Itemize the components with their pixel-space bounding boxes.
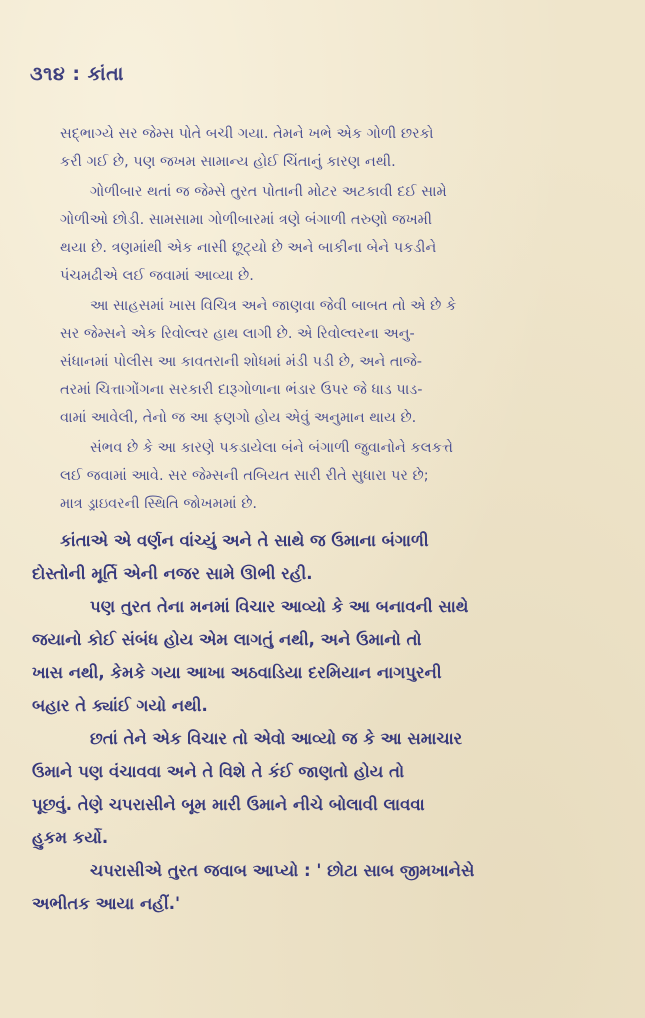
text-line: જયાનો કોઈ સંબંધ હોય એમ લાગતું નથી, અને ઉમાનો તો	[32, 630, 422, 649]
text-line: સંભવ છે કે આ કારણે પકડાયેલા બંને બંગાળી જુવાનોને કલકત્તે	[90, 440, 453, 456]
page-header: ૩૧૪ : કાંતા	[30, 63, 124, 85]
text-line: કાંતાએ એ વર્ણન વાંચ્યું અને તે સાથે જ ઉમાના બંગાળી	[60, 531, 429, 550]
text-line: પંચમઢીએ લઈ જવામાં આવ્યા છે.	[60, 268, 254, 284]
text-line: કરી ગઈ છે, પણ જખમ સામાન્ય હોઈ ચિંતાનું કારણ નથી.	[60, 154, 396, 170]
page-body	[32, 120, 605, 920]
text-line: હુકમ કર્યો.	[32, 828, 109, 847]
text-line: થયા છે. ત્રણમાંથી એક નાસી છૂટ્યો છે અને બાકીના બેને પકડીને	[60, 240, 437, 256]
text-line: ચપરાસીએ તુરત જવાબ આપ્યો : ' છોટા સાબ જીમખાનેસે	[90, 861, 475, 880]
narrative-paragraph-2	[32, 590, 605, 722]
text-line: આ સાહસમાં ખાસ વિચિત્ર અને જાણવા જેવી બાબત તો એ છે કે	[90, 298, 457, 314]
text-line: લઈ જવામાં આવે. સર જેમ્સની તબિયત સારી રીતે સુધારા પર છે;	[60, 468, 429, 484]
text-line: તરમાં ચિત્તાગોંગના સરકારી દારૂગોળાના ભંડાર ઉપર જે ધાડ પાડ-	[60, 382, 423, 398]
text-line: છતાં તેને એક વિચાર તો એવો આવ્યો જ કે આ સમાચાર	[90, 729, 463, 748]
narrative-paragraph-1	[32, 524, 605, 590]
text-line: ખાસ નથી, કેમકે ગયા આખા અઠવાડિયા દરમિયાન નાગપુરની	[32, 663, 442, 682]
text-line: ગોળીઓ છોડી. સામસામા ગોળીબારમાં ત્રણે બંગાળી તરુણો જખમી	[60, 212, 433, 228]
news-paragraph-3	[60, 292, 605, 432]
text-line: દોસ્તોની મૂર્તિ એની નજર સામે ઊભી રહી.	[32, 564, 313, 583]
news-paragraph-1	[60, 120, 605, 176]
text-line: સર જેમ્સને એક રિવોલ્વર હાથ લાગી છે. એ રિવોલ્વરના અનુ-	[60, 326, 415, 342]
text-line: પૂછવું. તેણે ચપરાસીને બૂમ મારી ઉમાને નીચે બોલાવી લાવવા	[32, 795, 425, 814]
narrative-paragraph-4	[32, 854, 605, 920]
text-line: માત્ર ડ્રાઇવરની સ્થિતિ જોખમમાં છે.	[60, 496, 258, 512]
narrative-paragraph-3	[32, 722, 605, 854]
news-paragraph-4	[60, 434, 605, 518]
text-line: સંધાનમાં પોલીસ આ કાવતરાની શોધમાં મંડી પડી છે, અને તાજે-	[60, 354, 423, 370]
text-line: ગોળીબાર થતાં જ જેમ્સે તુરત પોતાની મોટર અટકાવી દઈ સામે	[90, 184, 447, 200]
text-line: ઉમાને પણ વંચાવવા અને તે વિશે તે કંઈ જાણતો હોય તો	[32, 762, 405, 781]
news-paragraph-2	[60, 178, 605, 290]
text-line: પણ તુરત તેના મનમાં વિચાર આવ્યો કે આ બનાવની સાથે	[90, 597, 469, 616]
text-line: અભીતક આયા નહીં.'	[32, 894, 181, 913]
text-line: બહાર તે ક્યાંઈ ગયો નથી.	[32, 696, 208, 715]
text-line: વામાં આવેલી, તેનો જ આ ફણગો હોય એવું અનુમાન થાય છે.	[60, 410, 417, 426]
text-line: સદ્ભાગ્યે સર જેમ્સ પોતે બચી ગયા. તેમને ખભે એક ગોળી છરકો	[60, 126, 434, 142]
